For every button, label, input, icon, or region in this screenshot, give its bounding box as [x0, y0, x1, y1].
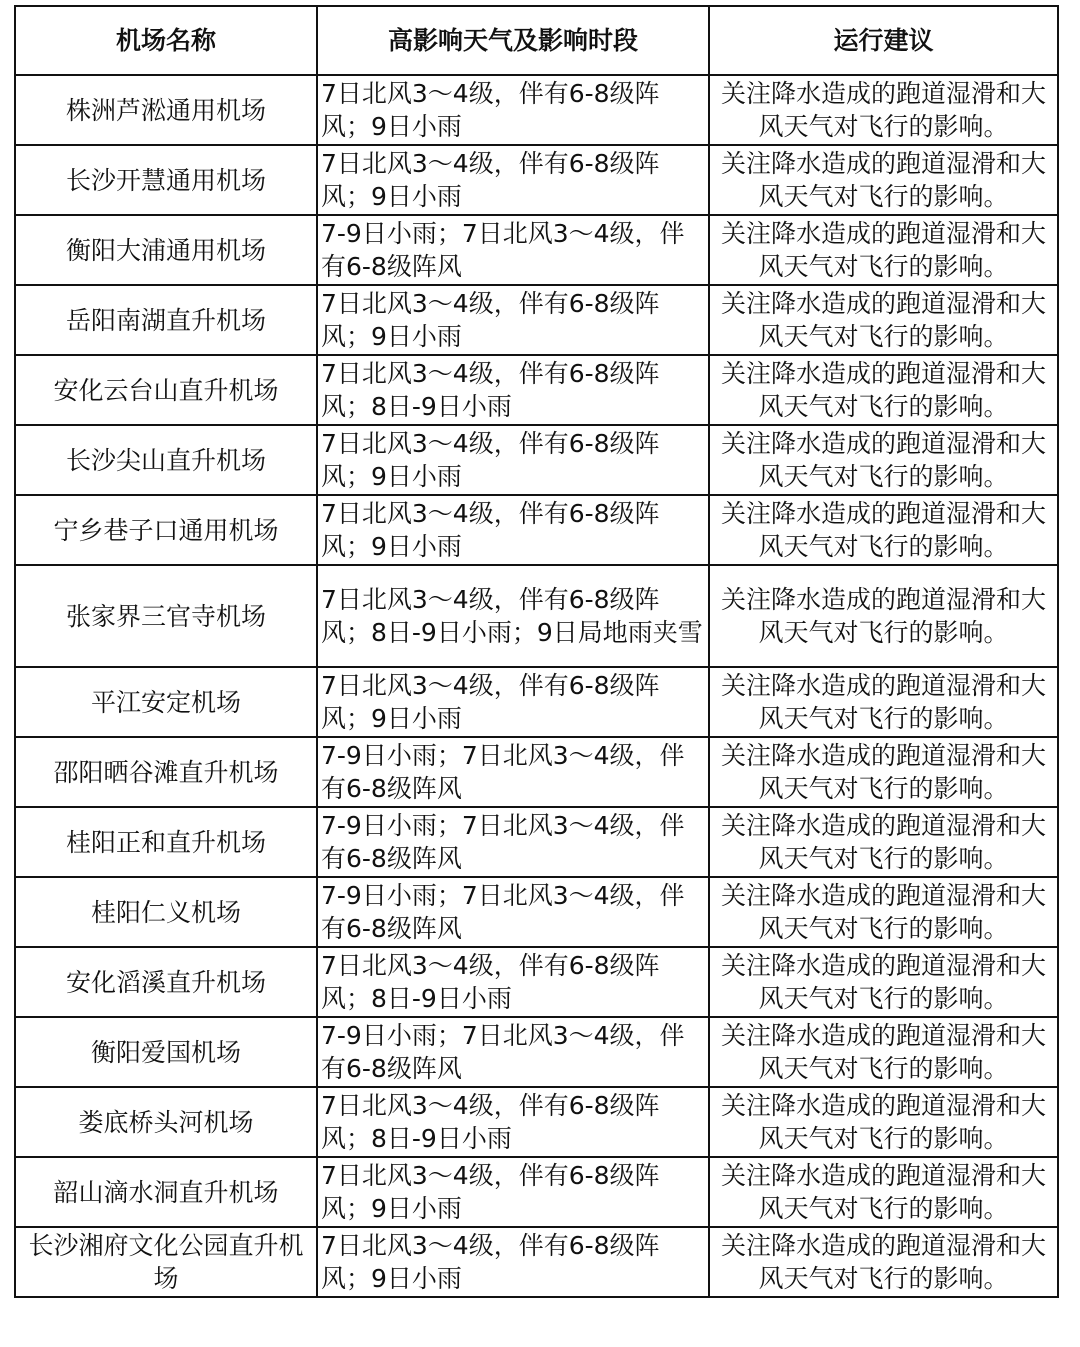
airport-name-cell: 宁乡巷子口通用机场: [15, 495, 317, 565]
weather-cell: 7日北风3～4级，伴有6-8级阵风；9日小雨: [317, 1227, 709, 1297]
weather-cell: 7日北风3～4级，伴有6-8级阵风；9日小雨: [317, 145, 709, 215]
airport-name-cell: 邵阳晒谷滩直升机场: [15, 737, 317, 807]
advice-cell: 关注降水造成的跑道湿滑和大风天气对飞行的影响。: [709, 667, 1058, 737]
table-row: [15, 145, 1058, 215]
table-row: [15, 425, 1058, 495]
table-row: [15, 285, 1058, 355]
airport-name-cell: 安化滔溪直升机场: [15, 947, 317, 1017]
table-row: [15, 667, 1058, 737]
table-row: [15, 75, 1058, 145]
weather-cell: 7日北风3～4级，伴有6-8级阵风；9日小雨: [317, 667, 709, 737]
weather-cell: 7-9日小雨；7日北风3～4级，伴有6-8级阵风: [317, 737, 709, 807]
advice-cell: 关注降水造成的跑道湿滑和大风天气对飞行的影响。: [709, 215, 1058, 285]
weather-cell: 7-9日小雨；7日北风3～4级，伴有6-8级阵风: [317, 877, 709, 947]
table-row: [15, 1017, 1058, 1087]
advice-cell: 关注降水造成的跑道湿滑和大风天气对飞行的影响。: [709, 947, 1058, 1017]
advice-cell: 关注降水造成的跑道湿滑和大风天气对飞行的影响。: [709, 75, 1058, 145]
airport-name-cell: 娄底桥头河机场: [15, 1087, 317, 1157]
airport-name-cell: 桂阳正和直升机场: [15, 807, 317, 877]
airport-name-cell: 桂阳仁义机场: [15, 877, 317, 947]
airport-name-cell: 岳阳南湖直升机场: [15, 285, 317, 355]
advice-cell: 关注降水造成的跑道湿滑和大风天气对飞行的影响。: [709, 1157, 1058, 1227]
advice-cell: 关注降水造成的跑道湿滑和大风天气对飞行的影响。: [709, 425, 1058, 495]
table-row: [15, 1087, 1058, 1157]
table-row: [15, 355, 1058, 425]
advice-cell: 关注降水造成的跑道湿滑和大风天气对飞行的影响。: [709, 1227, 1058, 1297]
table-row: [15, 495, 1058, 565]
header-airport-name: 机场名称: [15, 6, 317, 75]
table-row: [15, 877, 1058, 947]
advice-cell: 关注降水造成的跑道湿滑和大风天气对飞行的影响。: [709, 737, 1058, 807]
weather-cell: 7日北风3～4级，伴有6-8级阵风；8日-9日小雨: [317, 355, 709, 425]
weather-cell: 7日北风3～4级，伴有6-8级阵风；9日小雨: [317, 425, 709, 495]
airport-name-cell: 株洲芦淞通用机场: [15, 75, 317, 145]
airport-name-cell: 张家界三官寺机场: [15, 565, 317, 667]
weather-cell: 7日北风3～4级，伴有6-8级阵风；9日小雨: [317, 285, 709, 355]
weather-cell: 7-9日小雨；7日北风3～4级，伴有6-8级阵风: [317, 807, 709, 877]
weather-cell: 7-9日小雨；7日北风3～4级，伴有6-8级阵风: [317, 215, 709, 285]
header-weather: 高影响天气及影响时段: [317, 6, 709, 75]
weather-cell: 7日北风3～4级，伴有6-8级阵风；9日小雨: [317, 75, 709, 145]
table-row: [15, 215, 1058, 285]
airport-name-cell: 长沙湘府文化公园直升机场: [15, 1227, 317, 1297]
table-row: [15, 1157, 1058, 1227]
airport-name-cell: 衡阳大浦通用机场: [15, 215, 317, 285]
table-row: [15, 1227, 1058, 1297]
weather-cell: 7日北风3～4级，伴有6-8级阵风；9日小雨: [317, 495, 709, 565]
weather-cell: 7日北风3～4级，伴有6-8级阵风；8日-9日小雨；9日局地雨夹雪: [317, 565, 709, 667]
weather-cell: 7-9日小雨；7日北风3～4级，伴有6-8级阵风: [317, 1017, 709, 1087]
advice-cell: 关注降水造成的跑道湿滑和大风天气对飞行的影响。: [709, 877, 1058, 947]
airport-name-cell: 平江安定机场: [15, 667, 317, 737]
table-row: [15, 737, 1058, 807]
airport-name-cell: 衡阳爱国机场: [15, 1017, 317, 1087]
airport-name-cell: 安化云台山直升机场: [15, 355, 317, 425]
advice-cell: 关注降水造成的跑道湿滑和大风天气对飞行的影响。: [709, 807, 1058, 877]
table-header-row: [15, 6, 1058, 75]
weather-cell: 7日北风3～4级，伴有6-8级阵风；8日-9日小雨: [317, 1087, 709, 1157]
advice-cell: 关注降水造成的跑道湿滑和大风天气对飞行的影响。: [709, 1087, 1058, 1157]
header-advice: 运行建议: [709, 6, 1058, 75]
weather-cell: 7日北风3～4级，伴有6-8级阵风；8日-9日小雨: [317, 947, 709, 1017]
advice-cell: 关注降水造成的跑道湿滑和大风天气对飞行的影响。: [709, 565, 1058, 667]
airport-weather-table: [14, 5, 1059, 1298]
airport-name-cell: 长沙尖山直升机场: [15, 425, 317, 495]
airport-name-cell: 长沙开慧通用机场: [15, 145, 317, 215]
weather-cell: 7日北风3～4级，伴有6-8级阵风；9日小雨: [317, 1157, 709, 1227]
advice-cell: 关注降水造成的跑道湿滑和大风天气对飞行的影响。: [709, 1017, 1058, 1087]
advice-cell: 关注降水造成的跑道湿滑和大风天气对飞行的影响。: [709, 355, 1058, 425]
table-row: [15, 807, 1058, 877]
table-row: [15, 947, 1058, 1017]
table-row: [15, 565, 1058, 667]
advice-cell: 关注降水造成的跑道湿滑和大风天气对飞行的影响。: [709, 145, 1058, 215]
advice-cell: 关注降水造成的跑道湿滑和大风天气对飞行的影响。: [709, 495, 1058, 565]
airport-name-cell: 韶山滴水洞直升机场: [15, 1157, 317, 1227]
advice-cell: 关注降水造成的跑道湿滑和大风天气对飞行的影响。: [709, 285, 1058, 355]
